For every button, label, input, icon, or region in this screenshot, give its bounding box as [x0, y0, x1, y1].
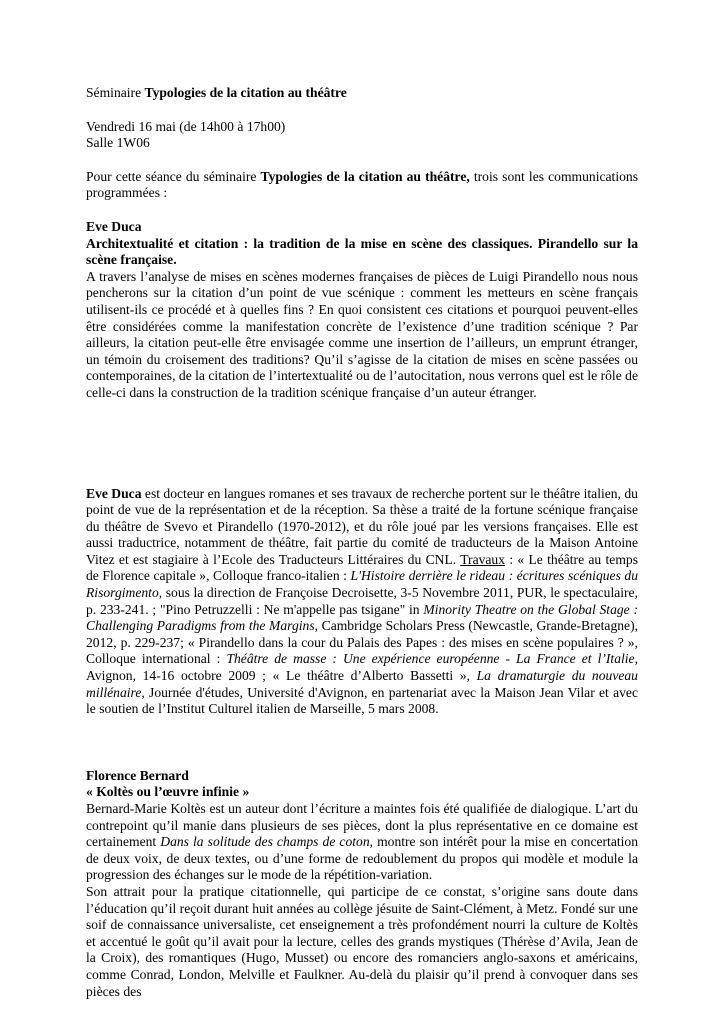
talk2-title: « Koltès ou l’œuvre infinie » [86, 784, 250, 800]
session-room: Salle 1W06 [86, 135, 150, 151]
seminar-title: Typologies de la citation au théâtre [144, 85, 347, 100]
talk2-speaker: Florence Bernard [86, 767, 189, 783]
talk1-speaker: Eve Duca [86, 218, 142, 234]
document-content [86, 85, 638, 1000]
session-date: Vendredi 16 mai (de 14h00 à 17h00) [86, 118, 286, 134]
talk1-title: Architextualité et citation : la tradition de la mise en scène des classiques. Pirandello sur la scène française. [86, 235, 638, 268]
talk2-paragraph-1: Bernard-Marie Koltès est un auteur dont l’écriture a maintes fois été qualifiée de dialogique. L’art du contrepoint qu’il manie dans plusieurs de ses pièces, dont la plus représentative en ce domaine est certainement Dans la solitude des champs de coton, montre son intérêt pour la mise en concertation de deux voix, de deux textes, ou d’une forme de redoublement du propos qui modèle et module la progression des échanges sur le mode de la répétition-variation. [86, 801, 639, 883]
bio1-name: Eve Duca [86, 485, 142, 501]
works-label: Travaux [460, 551, 506, 567]
intro-seminar-title: Typologies de la citation au théâtre, [260, 168, 470, 184]
seminar-heading [86, 85, 638, 102]
seminar-prefix: Séminaire [86, 85, 145, 100]
talk2-paragraph-2: Son attrait pour la pratique citationnelle, qui participe de ce constat, s’origine sans doute dans l’éducation qu’il reçoit durant huit années au collège jésuite de Saint-Clément, à Metz. Fondé sur une soif de connaissance universaliste, cet enseignement a très profondément nourri la culture de Koltès et accentué le goût qu’il avait pour la lecture, celles des grands mystiques (Thérèse d’Avila, Jean de la Croix), des romantiques (Hugo, Musset) ou encore des romanciers anglo-saxons et américains, comme Conrad, London, Melville et Faulkner. Au-delà du plaisir qu’il prend à convoquer dans ses pièces des [86, 883, 638, 999]
bio1-paragraph: Eve Duca est docteur en langues romanes et ses travaux de recherche portent sur le théâtre italien, du point de vue de la représentation et de la réception. Sa thèse a traité de la fortune scénique française du théâtre de Svevo et Pirandello (1970-2012), et du rôle joué par les versions françaises. Elle est aussi traductrice, notamment de théâtre, fait partie du comité de traducteurs de la Maison Antoine Vitez et est stagiaire à l’Ecole des Traducteurs Littéraires du CNL. Travaux : « Le théâtre au temps de Florence capitale », Colloque franco-italien : L'Histoire derrière le rideau : écritures scéniques du Risorgimento, sous la direction de Françoise Decroisette, 3-5 Novembre 2011, PUR, le spectaculaire, p. 233-241. ; "Pino Petruzzelli : Ne m'appelle pas tsigane" in Minority Theatre on the Global Stage : Challenging Paradigms from the Margins, Cambridge Scholars Press (Newcastle, Grande-Bretagne), 2012, p. 229-237; « Pirandello dans la cour du Palais des Papes : des mises en scène populaires ? », Colloque international : Théâtre de masse : Une expérience européenne - La France et l’Italie, Avignon, 14-16 octobre 2009 ; « Le théâtre d’Alberto Bassetti », La dramaturgie du nouveau millénaire, Journée d'études, Université d'Avignon, en partenariat avec la Maison Jean Vilar et avec le soutien de l’Institut Culturel italien de Marseille, 5 mars 2008. [86, 485, 639, 717]
intro-paragraph: Pour cette séance du séminaire Typologies de la citation au théâtre, trois sont les communications programmées : [86, 168, 638, 201]
talk1-abstract: A travers l’analyse de mises en scènes modernes françaises de pièces de Luigi Pirandello nous nous pencherons sur la citation d’un point de vue scénique : comment les metteurs en scène français utilisent-ils ce procédé et à quelles fins ? En quoi consistent ces citations et pourquoi peuvent-elles être considérées comme la manifestation concrète de l’existence d’une tradition scénique ? Par ailleurs, la citation peut-elle être envisagée comme une insertion de l’ailleurs, un emprunt étranger, un témoin du croisement des traditions? Qu’il s’agisse de la citation de mises en scène passées ou contemporaines, de la citation de l’intertextualité ou de l’autocitation, nous verrons quel est le rôle de celle-ci dans la construction de la tradition scénique française d’un auteur étranger. [86, 268, 638, 400]
